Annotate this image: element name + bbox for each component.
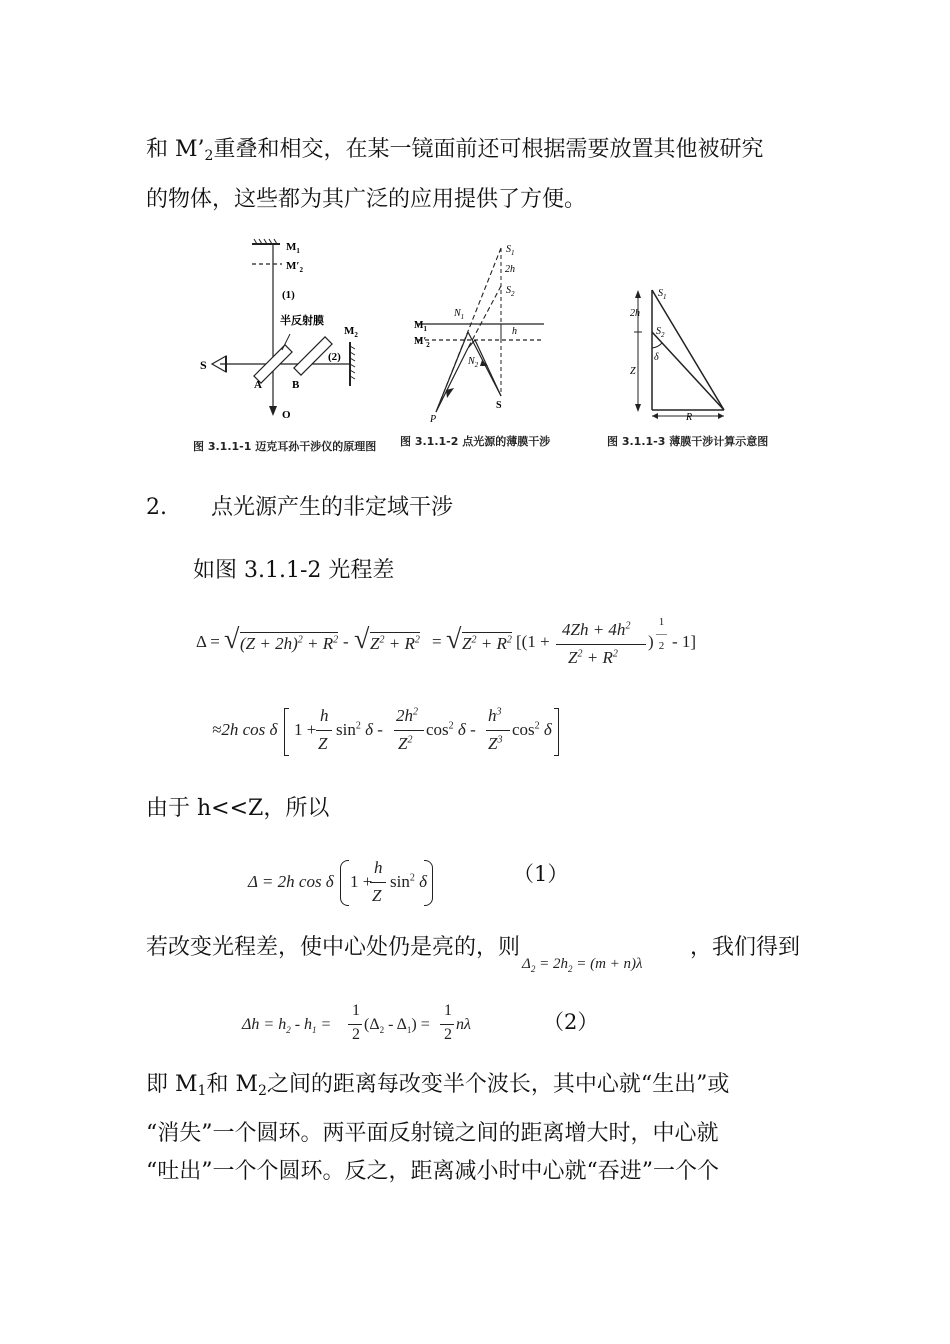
- n2-label: $N_2$: [468, 356, 479, 369]
- source-label: S: [496, 400, 502, 411]
- figure-michelson-diagram: [190, 236, 390, 432]
- a-label: A: [254, 379, 262, 391]
- path-1-label: (1): [282, 289, 295, 301]
- paragraph-line: 若改变光程差，使中心处仍是亮的，则 $\Delta_2 = 2h_2 = (m + n)\lambda$ ，我们得到: [146, 935, 801, 974]
- figure-2-caption: 图 3.1.1-2 点光源的薄膜干涉: [400, 435, 551, 448]
- figure-point-source-diagram: [408, 236, 558, 432]
- source-label: S: [200, 358, 207, 372]
- inline-equation: $\Delta_2 = 2h_2 = (m + n)\lambda$: [522, 956, 643, 974]
- m1-label: $M_1$: [286, 241, 300, 255]
- equation-main-line-2: ≈2h cos δ 1 + h Z $\sin^2 \delta$ - $2h^2$ $Z^2$ $\cos^2 \delta$ - $h^3$ $Z^3$ $\cos^2 \delta$: [212, 704, 572, 760]
- intro-line: 如图 3.1.1-2 光程差: [193, 558, 395, 583]
- z-label: Z: [630, 366, 636, 377]
- s1-label: $S_1$: [506, 244, 515, 257]
- equation-1: Δ = 2h cos δ 1 + h Z $\sin^2 \delta$: [248, 856, 448, 906]
- s2-label: $S_2$: [506, 285, 515, 298]
- r-label: R: [686, 412, 693, 423]
- path-2-label: (2): [328, 351, 341, 363]
- h-label: h: [512, 326, 517, 337]
- equation-2-number: （2）: [543, 1010, 599, 1034]
- m2-prime-label: $M'_2$: [414, 336, 430, 349]
- m2-label: $M_2$: [344, 325, 358, 339]
- n1-label: $N_1$: [454, 308, 465, 321]
- b-label: B: [292, 379, 300, 391]
- paragraph-line: 和 $M’_2$重叠和相交，在某一镜面前还可根据需要放置其他被研究: [146, 137, 764, 164]
- paragraph-line: 即 $M_1$和 $M_2$之间的距离每改变半个波长，其中心就“生出”或: [146, 1072, 730, 1099]
- p-label: P: [430, 414, 437, 425]
- figure-1-caption: 图 3.1.1-1 迈克耳孙干涉仪的原理图: [193, 440, 377, 453]
- equation-1-number: （1）: [513, 862, 569, 886]
- figure-thin-film-calc-diagram: [630, 280, 750, 432]
- paragraph-line: “吐出”一个个圆环。反之，距离减小时中心就“吞进”一个个: [146, 1159, 719, 1184]
- half-mirror-label: 半反射膜: [280, 315, 324, 327]
- delta-label: δ: [654, 352, 659, 363]
- equation-main-line-1: Δ = √ $(Z + 2h)^2 + R^2$ - √ $Z^2 + R^2$ = √ $Z^2 + R^2$ [(1 + $4Zh + 4h^2$ $Z^2 + R^2$ ) 1 — 2 - 1]: [196, 616, 697, 667]
- figure-3-caption: 图 3.1.1-3 薄膜干涉计算示意图: [607, 435, 769, 448]
- since-line: 由于 h<<Z，所以: [146, 796, 330, 821]
- s1-label: $S_1$: [658, 288, 667, 301]
- s2-label: $S_2$: [656, 326, 665, 339]
- section-heading: 2. 点光源产生的非定域干涉: [146, 495, 453, 520]
- m1-label: $M_1$: [414, 320, 427, 333]
- o-label: O: [282, 409, 291, 421]
- paragraph-line: “消失”一个圆环。两平面反射镜之间的距离增大时，中心就: [146, 1121, 719, 1146]
- two-h-label: 2h: [630, 308, 640, 319]
- paragraph-line: 的物体，这些都为其广泛的应用提供了方便。: [146, 187, 587, 212]
- equation-2: $\Delta h = h_2 - h_1$ = 1 2 $(\Delta_2 - \Delta_1)$ = 1 2 nλ: [242, 1002, 471, 1043]
- m2-prime-label: $M'_2$: [286, 260, 303, 274]
- two-h-label: 2h: [505, 264, 515, 275]
